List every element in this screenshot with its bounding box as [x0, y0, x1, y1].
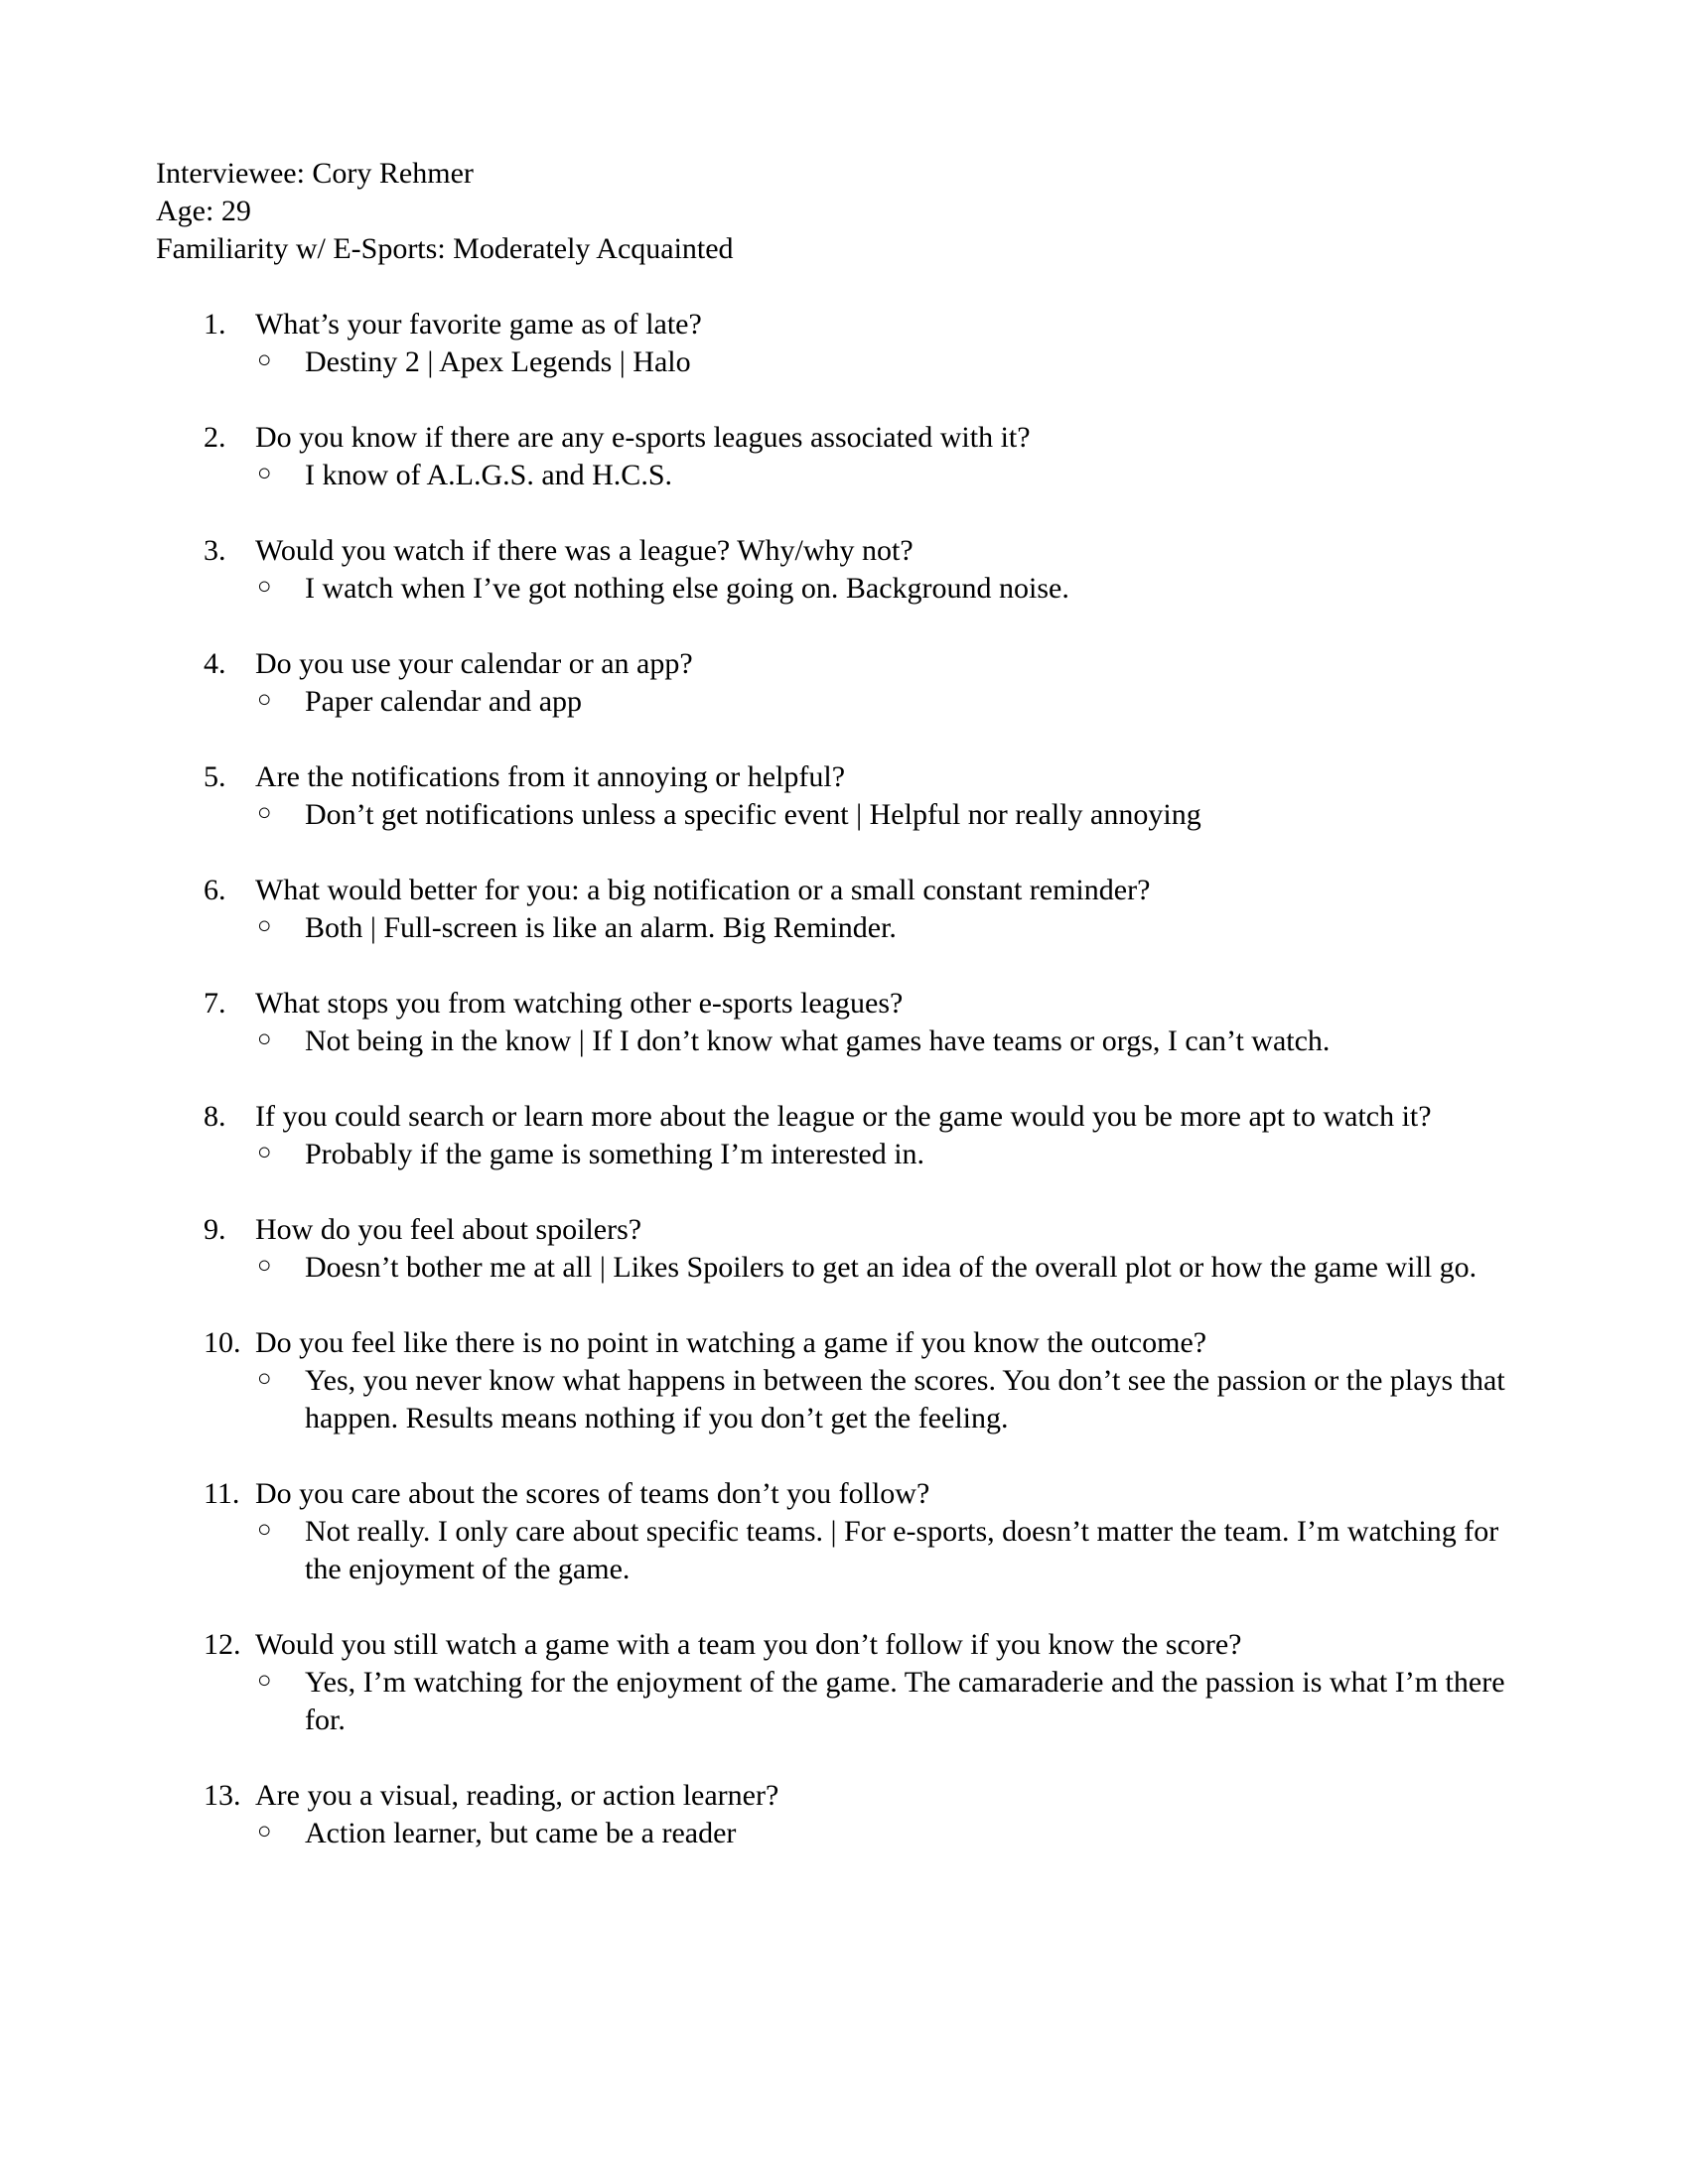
list-item: [156, 985, 1536, 1060]
answer-text: [255, 343, 1536, 381]
question-text: Do you care about the scores of teams don’t you follow?: [255, 1477, 930, 1510]
question-text: How do you feel about spoilers?: [255, 1213, 642, 1246]
answer-label: Paper calendar and app: [305, 685, 583, 718]
list-item: [156, 1211, 1536, 1287]
list-item: [156, 532, 1536, 608]
answer-label: Don’t get notifications unless a specific event | Helpful nor really annoying: [305, 798, 1201, 831]
answer-label: Not really. I only care about specific teams. | For e-sports, doesn’t matter the team. I’m watching for the enjoyment of the game.: [305, 1515, 1499, 1585]
answer-text: [255, 570, 1536, 608]
hollow-circle-bullet-icon: ○: [257, 461, 272, 486]
hollow-circle-bullet-icon: ○: [257, 347, 272, 373]
list-item: [156, 1777, 1536, 1852]
hollow-circle-bullet-icon: ○: [257, 1668, 272, 1694]
list-item: [156, 872, 1536, 947]
question-number: 1.: [204, 308, 226, 341]
hollow-circle-bullet-icon: ○: [257, 1819, 272, 1844]
question-number: 9.: [204, 1213, 226, 1246]
question-number: 12.: [204, 1628, 241, 1661]
question-number: 2.: [204, 421, 226, 454]
answer-label: Doesn’t bother me at all | Likes Spoilers to get an idea of the overall plot or how the game will go.: [305, 1251, 1477, 1284]
answer-label: Not being in the know | If I don’t know what games have teams or orgs, I can’t watch.: [305, 1024, 1331, 1057]
answer-label: I know of A.L.G.S. and H.C.S.: [305, 459, 673, 491]
answer-text: [255, 1513, 1536, 1588]
answer-label: I watch when I’ve got nothing else going on. Background noise.: [305, 572, 1069, 605]
list-item: [156, 1626, 1536, 1739]
hollow-circle-bullet-icon: ○: [257, 574, 272, 600]
answer-label: Yes, I’m watching for the enjoyment of the game. The camaraderie and the passion is what I’m there for.: [305, 1666, 1505, 1736]
answer-label: Yes, you never know what happens in between the scores. You don’t see the passion or the plays that happen. Results means nothing if you don’t get the feeling.: [305, 1364, 1505, 1434]
answer-text: [255, 909, 1536, 947]
question-number: 8.: [204, 1100, 226, 1133]
question-text: Are you a visual, reading, or action learner?: [255, 1779, 779, 1812]
answer-label: Destiny 2 | Apex Legends | Halo: [305, 345, 691, 378]
question-number: 7.: [204, 987, 226, 1020]
hollow-circle-bullet-icon: ○: [257, 1140, 272, 1165]
question-number: 5.: [204, 760, 226, 793]
answer-text: [255, 1023, 1536, 1060]
question-number: 10.: [204, 1326, 241, 1359]
question-number: 4.: [204, 647, 226, 680]
question-number: 3.: [204, 534, 226, 567]
list-item: [156, 1475, 1536, 1588]
familiarity-line: Familiarity w/ E-Sports: Moderately Acquainted: [156, 232, 734, 265]
question-text: What stops you from watching other e-sports leagues?: [255, 987, 904, 1020]
list-item: [156, 419, 1536, 494]
age-line: Age: 29: [156, 195, 251, 227]
interviewee-line: Interviewee: Cory Rehmer: [156, 157, 474, 190]
list-item: [156, 306, 1536, 381]
list-item: [156, 645, 1536, 721]
question-text: Would you still watch a game with a team you don’t follow if you know the score?: [255, 1628, 1242, 1661]
hollow-circle-bullet-icon: ○: [257, 1517, 272, 1543]
question-text: What would better for you: a big notification or a small constant reminder?: [255, 874, 1151, 906]
answer-text: [255, 796, 1536, 834]
question-number: 11.: [204, 1477, 240, 1510]
question-number: 13.: [204, 1779, 241, 1812]
list-item: [156, 1324, 1536, 1437]
document-page: [156, 155, 1536, 1890]
hollow-circle-bullet-icon: ○: [257, 1026, 272, 1052]
question-text: Do you use your calendar or an app?: [255, 647, 693, 680]
question-text: Do you know if there are any e-sports leagues associated with it?: [255, 421, 1031, 454]
interview-question-list: [156, 306, 1536, 1852]
list-item: [156, 758, 1536, 834]
answer-label: Both | Full-screen is like an alarm. Big Reminder.: [305, 911, 897, 944]
question-text: What’s your favorite game as of late?: [255, 308, 702, 341]
hollow-circle-bullet-icon: ○: [257, 687, 272, 713]
question-text: Are the notifications from it annoying or helpful?: [255, 760, 846, 793]
list-item: [156, 1098, 1536, 1173]
question-text: If you could search or learn more about the league or the game would you be more apt to watch it?: [255, 1100, 1432, 1133]
answer-text: [255, 1664, 1536, 1739]
hollow-circle-bullet-icon: ○: [257, 1253, 272, 1279]
answer-label: Probably if the game is something I’m interested in.: [305, 1138, 925, 1170]
hollow-circle-bullet-icon: ○: [257, 913, 272, 939]
answer-text: [255, 683, 1536, 721]
answer-text: [255, 1815, 1536, 1852]
answer-text: [255, 1362, 1536, 1437]
question-text: Would you watch if there was a league? Why/why not?: [255, 534, 914, 567]
answer-text: [255, 457, 1536, 494]
question-text: Do you feel like there is no point in watching a game if you know the outcome?: [255, 1326, 1207, 1359]
question-number: 6.: [204, 874, 226, 906]
answer-text: [255, 1136, 1536, 1173]
answer-text: [255, 1249, 1536, 1287]
answer-label: Action learner, but came be a reader: [305, 1817, 737, 1849]
hollow-circle-bullet-icon: ○: [257, 1366, 272, 1392]
hollow-circle-bullet-icon: ○: [257, 800, 272, 826]
